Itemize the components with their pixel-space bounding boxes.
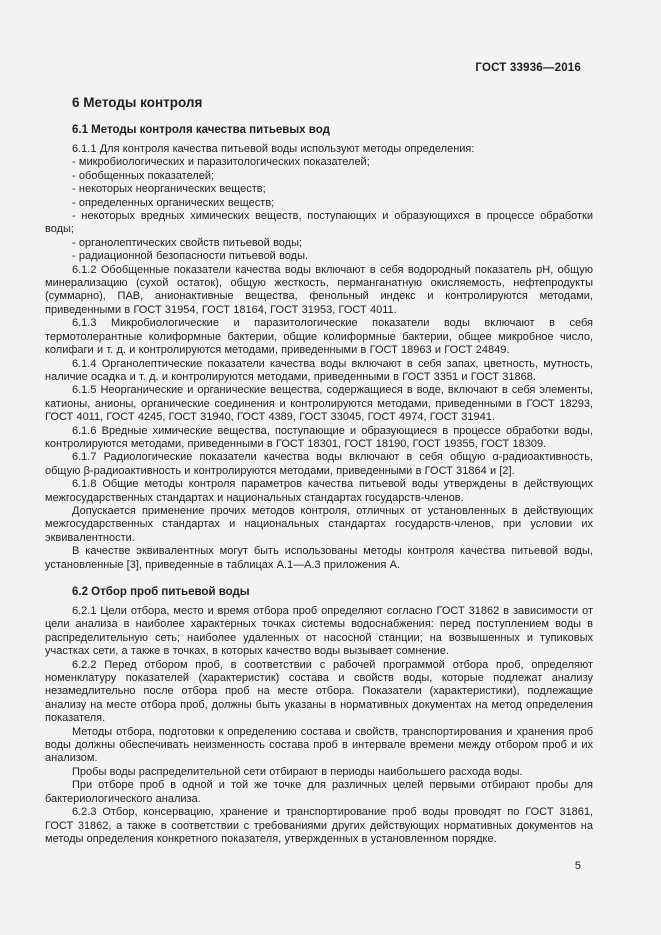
paragraph: 6.1.7 Радиологические показатели качества воды включают в себя общую α-радиоактивность, общую β-радиоактивность и контролируются методами, приведенными в ГОСТ 31864 и [2].	[45, 451, 593, 477]
paragraph: Допускается применение прочих методов контроля, отличных от установленных в действующих межгосударственных стандартах и национальных стандартах государств-членов, при условии их эквивалентности.	[45, 504, 593, 544]
subsection-heading-6-1: 6.1 Методы контроля качества питьевых вод	[72, 124, 330, 136]
paragraph: В качестве эквивалентных могут быть использованы методы контроля качества питьевой воды, установленные [3], приведенные в таблицах А.1—А.3 приложения А.	[45, 545, 593, 571]
paragraph: 6.1.6 Вредные химические вещества, поступающие и образующиеся в процессе обработки воды, контролируются методами, приведенными в ГОСТ 18301, ГОСТ 18190, ГОСТ 19355, ГОСТ 18309.	[45, 424, 593, 450]
list-item: - органолептических свойств питьевой воды;	[72, 236, 303, 249]
doc-code: ГОСТ 33936—2016	[475, 62, 581, 74]
paragraph: 6.1.2 Обобщенные показатели качества воды включают в себя водородный показатель pH, общую минерализацию (сухой остаток), общую жесткость, перманганатную окисляемость, нефтепродукты (суммарно), ПАВ, анионактивные вещества, фенольный индекс и контролируются методами, приведенными в ГОСТ 31954, ГОСТ 18164, ГОСТ 31953, ГОСТ 4011.	[45, 263, 593, 316]
list-item: - обобщенных показателей;	[72, 169, 215, 182]
paragraph: 6.1.3 Микробиологические и паразитологические показатели воды включают в себя термотолерантные колиформные бактерии, общие колиформные бактерии, общее микробное число, колифаги и т. д. и контролируются методами, приведенными в ГОСТ 18963 и ГОСТ 24849.	[45, 317, 593, 357]
paragraph: 6.1.8 Общие методы контроля параметров качества питьевой воды утверждены в действующих межгосударственных стандартах и национальных стандартах государств-членов.	[45, 478, 593, 504]
paragraph: 6.2.1 Цели отбора, место и время отбора проб определяют согласно ГОСТ 31862 в зависимости от цели анализа в наиболее характерных точках системы водоснабжения: перед поступлением воды в распределительную сеть; наиболее удаленных от насосной станции; на возвышенных и тупиковых участках сети, а также в точках, в которых качество воды вызывает сомнение.	[45, 605, 593, 658]
paragraph: Пробы воды распределительной сети отбирают в периоды наибольшего расхода воды.	[72, 765, 523, 778]
paragraph: 6.1.5 Неорганические и органические вещества, содержащиеся в воде, включают в себя элементы, катионы, анионы, органические соединения и контролируются методами, приведенными в ГОСТ 18293, ГОСТ 4011, ГОСТ 4245, ГОСТ 31940, ГОСТ 4389, ГОСТ 33045, ГОСТ 4974, ГОСТ 31941.	[45, 384, 593, 424]
paragraph: Методы отбора, подготовки к определению состава и свойств, транспортирования и хранения проб воды должны обеспечивать неизменность состава проб в интервале времени между отбором проб и их анализом.	[45, 725, 593, 765]
paragraph: 6.2.2 Перед отбором проб, в соответствии с рабочей программой отбора проб, определяют номенклатуру показателей (характеристик) состава и свойств воды, которые подлежат анализу незамедлительно после отбора проб на месте отбора. Показатели (характеристики), подлежащие анализу на месте отбора проб, должны быть указаны в нормативных документах на метод определения показателя.	[45, 658, 593, 725]
list-item: - микробиологических и паразитологических показателей;	[72, 156, 370, 169]
subsection-heading-6-2: 6.2 Отбор проб питьевой воды	[72, 586, 250, 598]
page-number: 5	[574, 860, 581, 873]
list-item: - определенных органических веществ;	[72, 196, 275, 209]
paragraph: 6.1.1 Для контроля качества питьевой воды используют методы определения:	[72, 143, 475, 155]
paragraph: 6.1.4 Органолептические показатели качества воды включают в себя запах, цветность, мутность, наличие осадка и т. д. и контролируются методами, приведенными в ГОСТ 3351 и ГОСТ 31868.	[45, 357, 593, 383]
list-item: - некоторых вредных химических веществ, поступающих и образующихся в процессе обработки воды;	[45, 210, 593, 236]
list-item: - радиационной безопасности питьевой воды.	[72, 250, 309, 263]
paragraph: 6.2.3 Отбор, консервацию, хранение и транспортирование проб воды проводят по ГОСТ 31861, ГОСТ 31862, а также в соответствии с требованиями других действующих нормативных документов на методы определения конкретного показателя, утвержденных в установленном порядке.	[45, 806, 593, 845]
list-item: - некоторых неорганических веществ;	[72, 183, 266, 196]
section-heading: 6 Методы контроля	[72, 95, 203, 110]
paragraph: При отборе проб в одной и той же точке для различных целей первыми отбирают пробы для бактериологического анализа.	[45, 779, 593, 805]
